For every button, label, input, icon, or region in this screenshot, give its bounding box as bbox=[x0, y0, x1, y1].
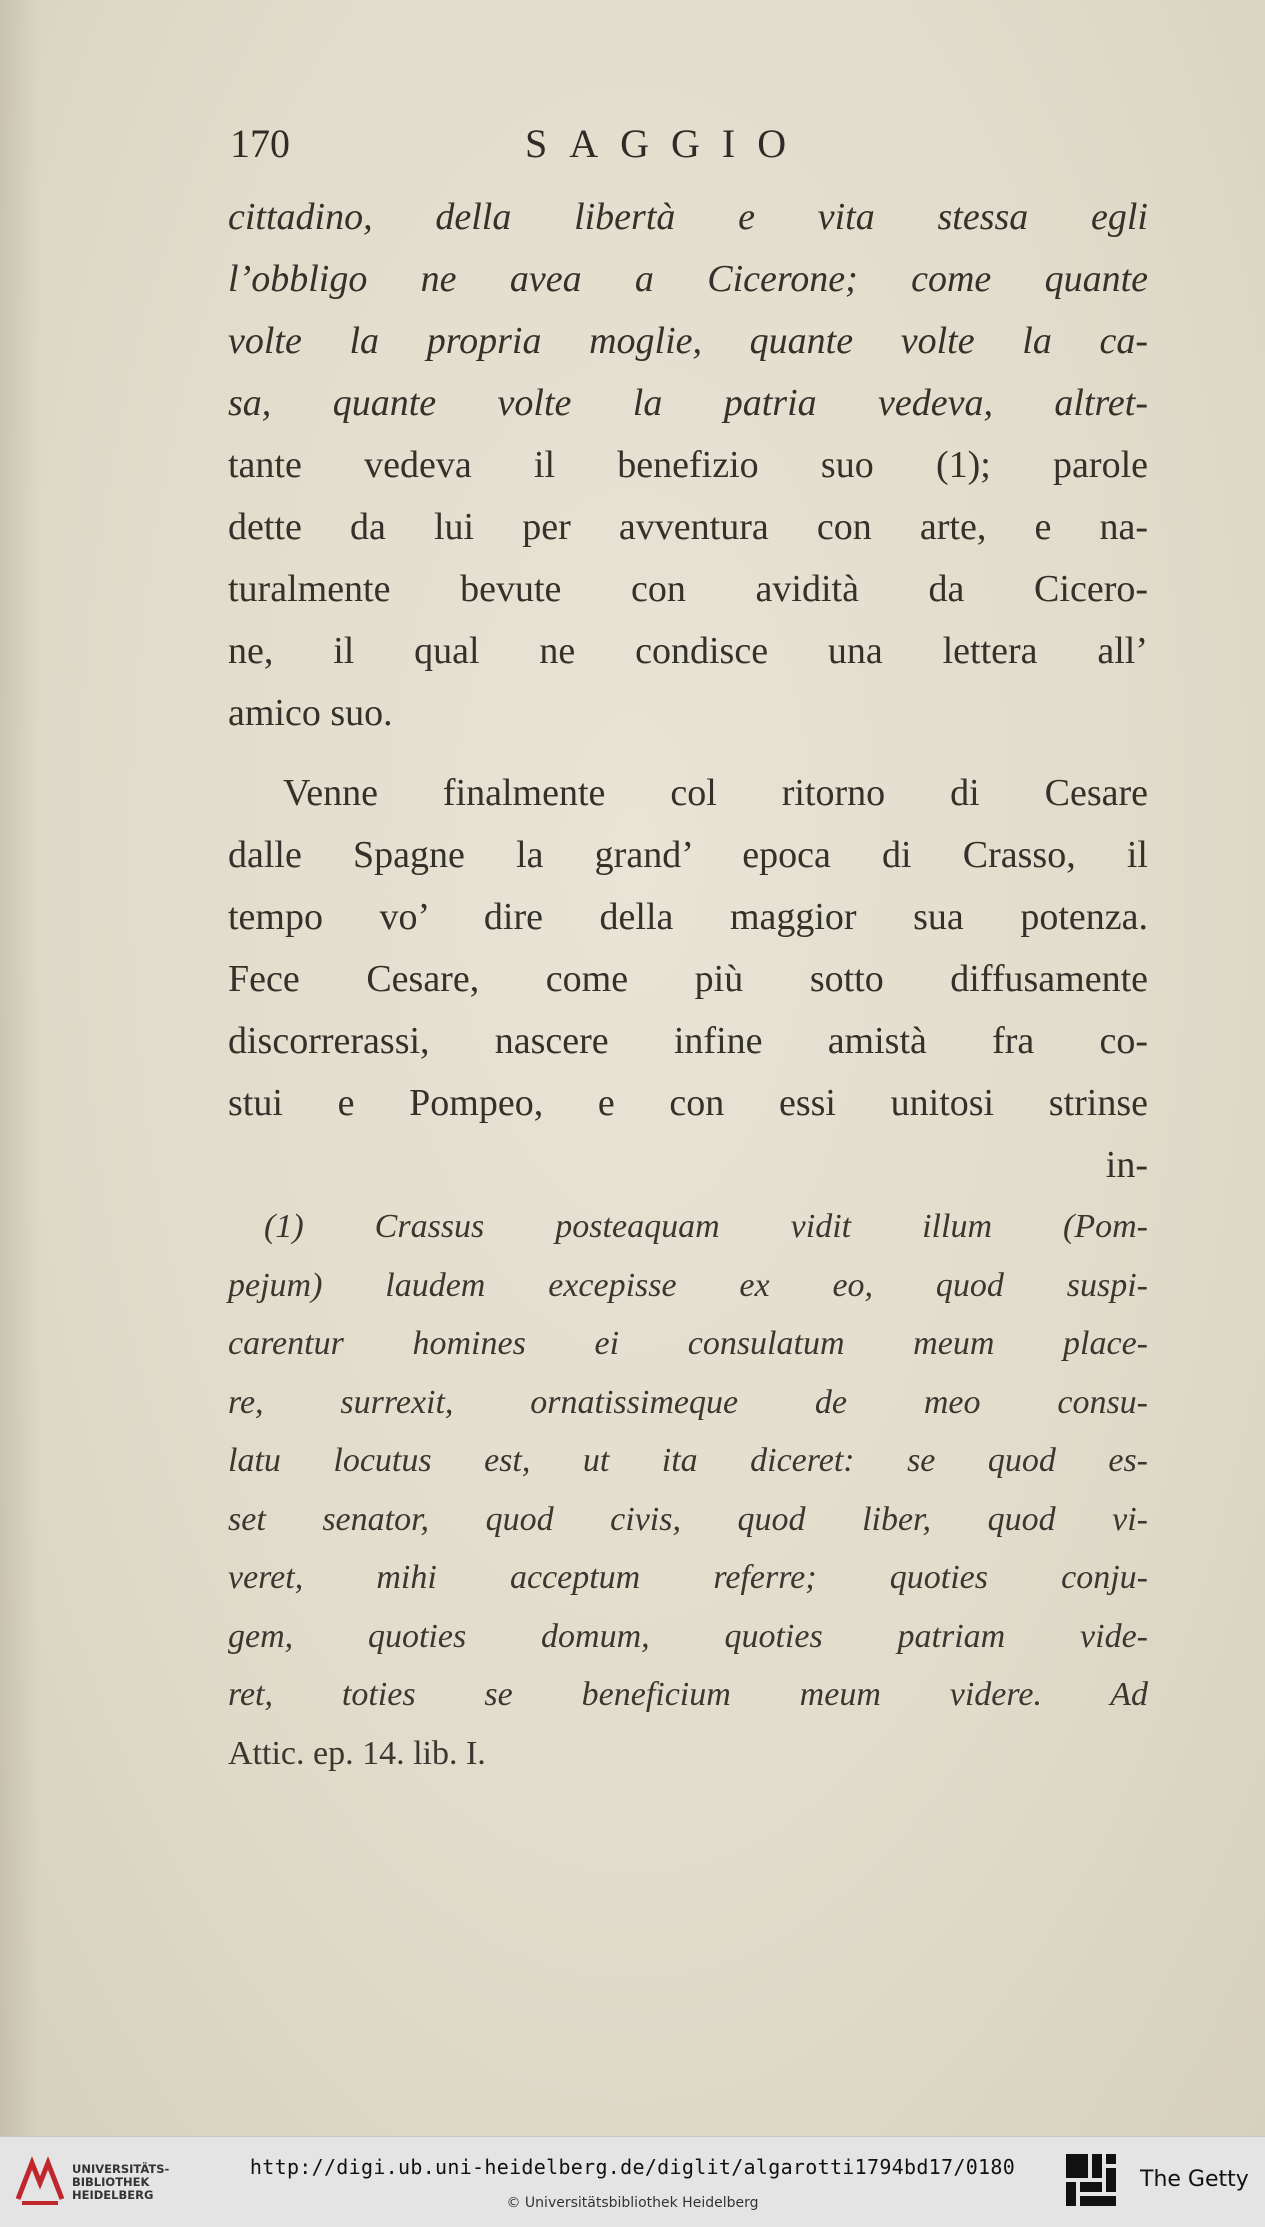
getty-logo-icon[interactable] bbox=[1064, 2152, 1118, 2210]
getty-partner-name: The Getty bbox=[1140, 2167, 1249, 2192]
text-line: tante vedeva il benefizio suo (1); parole bbox=[228, 444, 1148, 486]
footnote-line: re, surrexit, ornatissimeque de meo consu- bbox=[228, 1383, 1148, 1421]
main-text bbox=[228, 186, 1148, 1196]
text-line: dalle Spagne la grand’ epoca di Crasso, il bbox=[228, 834, 1148, 876]
text-line: volte la propria moglie, quante volte la ca- bbox=[228, 320, 1148, 362]
footnote-line: Attic. ep. 14. lib. I. bbox=[228, 1734, 486, 1772]
text-line: tempo vo’ dire della maggior sua potenza. bbox=[228, 896, 1148, 938]
text-line: Fece Cesare, come più sotto diffusamente bbox=[228, 958, 1148, 1000]
text-line: sa, quante volte la patria vedeva, altret- bbox=[228, 382, 1148, 424]
text-line: ne, il qual ne condisce una lettera all’ bbox=[228, 630, 1148, 672]
text-line: stui e Pompeo, e con essi unitosi strinse bbox=[228, 1082, 1148, 1124]
footnote-line: latu locutus est, ut ita diceret: se quod es- bbox=[228, 1442, 1148, 1479]
footnote-line: (1) Crassus posteaquam vidit illum (Pom- bbox=[264, 1208, 1148, 1245]
catchword: in- bbox=[1105, 1144, 1148, 1186]
ub-library-name: UNIVERSITÄTS- BIBLIOTHEK HEIDELBERG bbox=[72, 2162, 170, 2202]
text-line: discorrerassi, nascere infine amistà fra co- bbox=[228, 1020, 1148, 1062]
permalink-url[interactable]: http://digi.ub.uni-heidelberg.de/diglit/algarotti1794bd17/0180 bbox=[249, 2155, 1016, 2179]
footnote-line: gem, quoties domum, quoties patriam vide- bbox=[228, 1617, 1148, 1655]
page-number: 170 bbox=[230, 121, 290, 166]
footnote bbox=[228, 1198, 1148, 1783]
viewer-footer bbox=[0, 2136, 1265, 2227]
text-line: turalmente bevute con avidità da Cicero- bbox=[228, 568, 1148, 610]
footnote-line: pejum) laudem excepisse ex eo, quod suspi- bbox=[228, 1266, 1148, 1304]
text-line: l’obbligo ne avea a Cicerone; come quante bbox=[228, 258, 1148, 300]
footnote-line: set senator, quod civis, quod liber, quod vi- bbox=[228, 1500, 1148, 1538]
text-line: amico suo. bbox=[228, 692, 393, 734]
footnote-line: veret, mihi acceptum referre; quoties conju- bbox=[228, 1559, 1148, 1596]
text-line: dette da lui per avventura con arte, e na- bbox=[228, 506, 1148, 548]
spine-shadow bbox=[0, 0, 40, 2136]
running-head: SAGGIO bbox=[525, 121, 809, 166]
text-line: Venne finalmente col ritorno di Cesare bbox=[283, 772, 1148, 814]
page-header bbox=[230, 120, 1150, 180]
copyright-notice: © Universitätsbibliothek Heidelberg bbox=[506, 2195, 759, 2211]
text-line: cittadino, della libertà e vita stessa egli bbox=[228, 196, 1148, 238]
footnote-line: carentur homines ei consulatum meum place- bbox=[228, 1325, 1148, 1362]
footnote-line: ret, toties se beneficium meum videre. Ad bbox=[228, 1676, 1148, 1713]
